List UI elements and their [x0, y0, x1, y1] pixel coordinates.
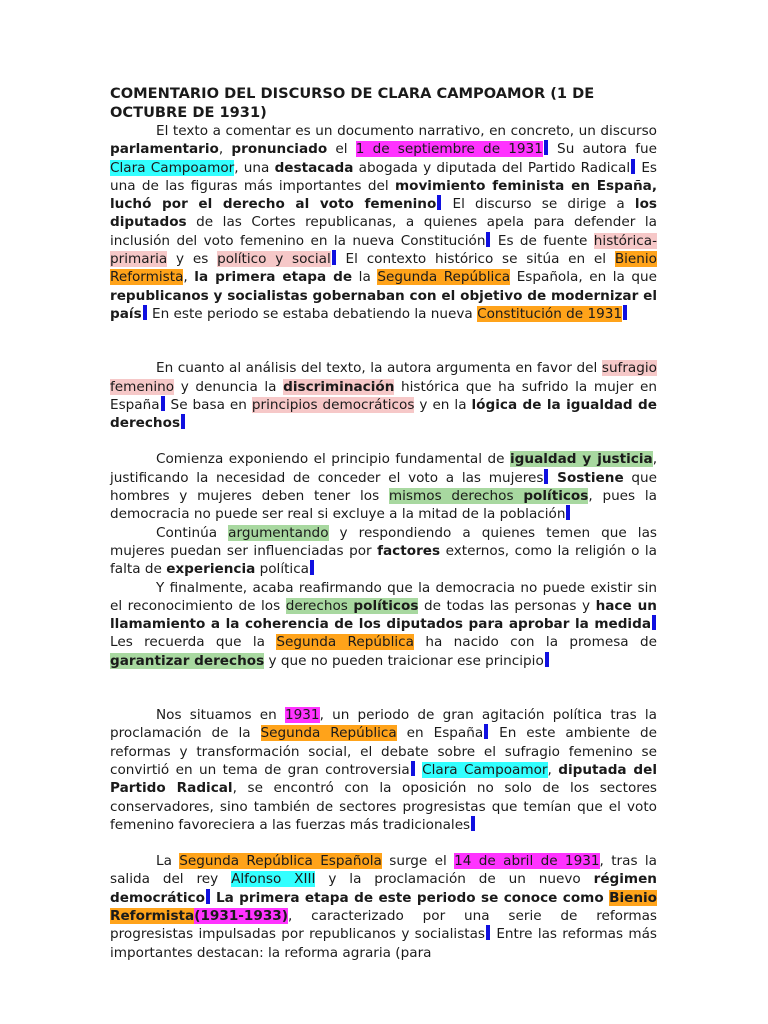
- paragraph-argument-2: [110, 524, 657, 579]
- text-run: la: [352, 269, 378, 286]
- text-run: Española, en la que: [510, 269, 658, 286]
- paragraph-republic: [110, 852, 657, 962]
- highlight-topic: sufragio femenino: [110, 360, 657, 395]
- text-run: ,: [218, 141, 232, 158]
- text-run: de todas las personas y: [418, 597, 596, 614]
- text-run: histórica que ha sufrido la mujer en España: [110, 378, 657, 413]
- document-body: [110, 84, 657, 962]
- text-run: en España: [396, 725, 484, 742]
- text-run: La: [156, 853, 180, 870]
- text-run: El texto a comentar es un documento narrativo, en concreto, un discurso: [156, 123, 657, 139]
- text-run-bold: pronunciado: [231, 141, 328, 158]
- highlight-argument: mismos derechos: [388, 488, 524, 505]
- highlight-period: Constitución de 1931: [477, 305, 623, 322]
- text-run-bold: parlamentario: [110, 141, 219, 158]
- text-run-bold: la primera etapa de: [194, 269, 353, 286]
- highlight-argument: políticos: [353, 597, 419, 614]
- highlight-topic: discriminación: [283, 378, 395, 395]
- text-run: Nos situamos en: [156, 707, 285, 724]
- text-run: El contexto histórico se sitúa en el: [336, 251, 615, 268]
- blue-marker: [566, 505, 570, 520]
- blue-marker: [544, 469, 548, 484]
- highlight-person: Alfonso XIII: [231, 871, 316, 888]
- text-run-bold: destacada: [274, 159, 354, 176]
- highlight-topic: principios democráticos: [251, 396, 415, 413]
- text-run: En este periodo se estaba debatiendo la nueva: [147, 305, 478, 322]
- text-run-bold: La primera etapa de este periodo se conoce como: [215, 889, 610, 906]
- text-run: [549, 470, 557, 486]
- text-run-bold: hace un llamamiento a la coherencia de los diputados para aprobar la medida: [110, 597, 657, 633]
- blue-marker: [332, 250, 336, 265]
- text-run: Y finalmente, acaba reafirmando que la democracia no puede existir sin el reconocimiento de los: [110, 579, 657, 614]
- text-run: y la proclamación de un nuevo: [315, 871, 594, 888]
- blue-marker: [652, 615, 656, 630]
- text-run: ha nacido con la promesa de: [413, 634, 657, 651]
- blue-marker: [623, 305, 627, 320]
- highlight-date: (1931-1933): [194, 907, 288, 924]
- text-run: de las Cortes republicanas, a quienes apela para defender la inclusión del voto femenino en la nueva Constitución: [110, 214, 657, 249]
- highlight-period: Segunda República: [276, 634, 414, 651]
- blue-marker: [484, 724, 488, 739]
- text-run: y denuncia la: [174, 378, 284, 395]
- text-run: El discurso se dirige a: [442, 196, 635, 213]
- text-run: , un periodo de gran agitación política tras la proclamación de la: [110, 707, 657, 742]
- paragraph-introduction: [110, 122, 657, 323]
- highlight-argument: igualdad y justicia: [510, 451, 653, 468]
- text-run: , caracterizado por una serie de reformas progresistas impulsadas por republicanos y socialistas: [110, 907, 657, 943]
- text-run-bold: movimiento feminista en España, luchó por el derecho al voto femenino: [110, 177, 658, 213]
- text-run: política: [255, 561, 310, 578]
- text-run: Es una de las figuras más importantes del: [110, 159, 657, 194]
- blue-marker: [310, 560, 314, 575]
- highlight-period: Bienio Reformista: [110, 889, 657, 924]
- text-run: , pues la democracia no puede ser real si excluye a la mitad de la población: [110, 488, 657, 523]
- text-run: Comienza exponiendo el principio fundamental de: [156, 451, 510, 468]
- highlight-source-type: político y social: [217, 251, 331, 268]
- highlight-source-type: histórica-primaria: [110, 232, 657, 268]
- spacer: [110, 670, 657, 706]
- paragraph-analysis: [110, 359, 657, 432]
- text-run: Entre las reformas más importantes destacan: la reforma agraria (para: [110, 926, 658, 961]
- highlight-period: Segunda República Española: [179, 853, 382, 870]
- text-run-bold: diputada del Partido Radical: [110, 761, 657, 797]
- text-run-bold: los diputados: [110, 196, 657, 231]
- highlight-period: Segunda República: [260, 725, 397, 742]
- text-run: ,: [547, 761, 559, 778]
- blue-marker: [545, 652, 549, 667]
- highlight-date: 1931: [284, 707, 320, 724]
- highlight-person: Clara Campoamor: [110, 159, 235, 176]
- text-run: ,: [183, 269, 195, 286]
- text-run-bold: lógica de la igualdad de derechos: [110, 396, 657, 432]
- paragraph-argument-3: [110, 579, 657, 670]
- spacer: [110, 323, 657, 359]
- blue-marker: [437, 195, 441, 210]
- highlight-argument: políticos: [523, 488, 589, 505]
- blue-marker: [486, 232, 490, 247]
- highlight-argument: argumentando: [228, 524, 329, 541]
- blue-marker: [161, 396, 165, 411]
- text-run: y respondiendo a quienes temen que las mujeres puedan ser influenciadas por: [110, 524, 657, 559]
- text-run: Continúa: [156, 524, 229, 541]
- text-run-bold: republicanos y socialistas gobernaban con el objetivo de modernizar el país: [110, 287, 657, 322]
- text-run-bold: experiencia: [166, 561, 256, 578]
- blue-marker: [631, 159, 635, 174]
- blue-marker: [486, 925, 490, 940]
- highlight-period: Bienio Reformista: [110, 251, 657, 286]
- paragraph-context: [110, 706, 657, 834]
- text-run-bold: factores: [377, 542, 441, 559]
- text-run: , tras la salida del rey: [110, 853, 657, 888]
- blue-marker: [181, 414, 185, 429]
- highlight-period: Segunda República: [377, 269, 511, 286]
- blue-marker: [471, 816, 475, 831]
- text-run: que hombres y mujeres deben tener los: [110, 469, 657, 505]
- text-run: surge el: [381, 853, 455, 870]
- text-run: externos, como la religión o la falta de: [110, 542, 657, 578]
- spacer: [110, 834, 657, 852]
- highlight-argument: derechos: [285, 597, 354, 614]
- text-run: Su autora fue: [548, 141, 657, 158]
- paragraph-argument-1: [110, 450, 657, 523]
- text-run: y que no pueden traicionar ese principio: [264, 652, 544, 669]
- blue-marker: [544, 140, 548, 155]
- blue-marker: [411, 761, 415, 776]
- highlight-person: Clara Campoamor: [422, 761, 548, 778]
- text-run: el: [327, 141, 356, 158]
- spacer: [110, 432, 657, 450]
- text-run: En cuanto al análisis del texto, la autora argumenta en favor del: [156, 360, 602, 377]
- text-run: y es: [167, 251, 218, 268]
- text-run: Es de fuente: [491, 232, 594, 249]
- text-run: , se encontró con la oposición no solo de los sectores conservadores, sino también de sectores progresistas que temían que el voto femenino favoreciera a las fuerzas más tradicionales: [110, 780, 658, 833]
- text-run: abogada y diputada del Partido Radical: [353, 159, 631, 176]
- blue-marker: [206, 889, 210, 904]
- highlight-argument: garantizar derechos: [110, 652, 265, 669]
- text-run: , una: [234, 159, 275, 176]
- text-run: Se basa en: [165, 396, 252, 413]
- text-run-bold: régimen democrático: [110, 871, 657, 906]
- highlight-date: 14 de abril de 1931: [454, 853, 600, 870]
- document-title: COMENTARIO DEL DISCURSO DE CLARA CAMPOAMOR (1 DE OCTUBRE DE 1931): [110, 85, 595, 121]
- text-run: En este ambiente de reformas y transformación social, el debate sobre el sufragio femenino se convirtió en un tema de gran controversia: [110, 725, 657, 778]
- text-run: y en la: [414, 396, 472, 413]
- text-run: Les recuerda que la: [110, 634, 277, 651]
- text-run-bold: Sostiene: [557, 469, 624, 486]
- text-run: , justificando la necesidad de conceder el voto a las mujeres: [110, 451, 658, 486]
- highlight-date: 1 de septiembre de 1931: [355, 141, 543, 158]
- blue-marker: [143, 305, 147, 320]
